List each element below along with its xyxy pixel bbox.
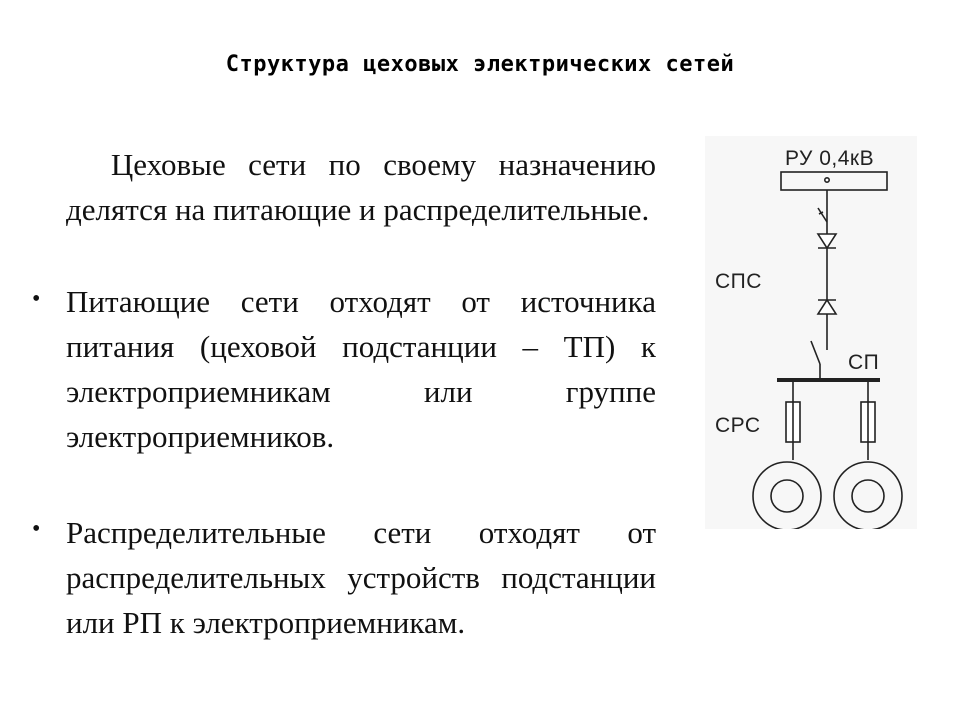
feeding-networks-paragraph: Питающие сети отходят от источника питания (цеховой подстанции – ТП) к электроприемникам или группе электроприемников. [66,284,656,454]
intro-text: Цеховые сети по своему назначению делятся на питающие и распределительные. [66,147,656,227]
label-sp: СП [848,351,880,374]
bullet-marker: • [32,286,41,312]
distribution-networks-paragraph: Распределительные сети отходят от распределительных устройств подстанции или РП к электроприемникам. [66,515,656,640]
slide-title: Структура цеховых электрических сетей [225,52,735,77]
label-sps: СПС [715,270,762,293]
label-ru: РУ 0,4кВ [785,147,875,170]
bullet-marker: • [32,516,41,542]
network-schematic [705,136,917,529]
label-srs: СРС [715,414,761,437]
intro-paragraph [66,142,656,232]
switchboard-node [825,178,829,182]
